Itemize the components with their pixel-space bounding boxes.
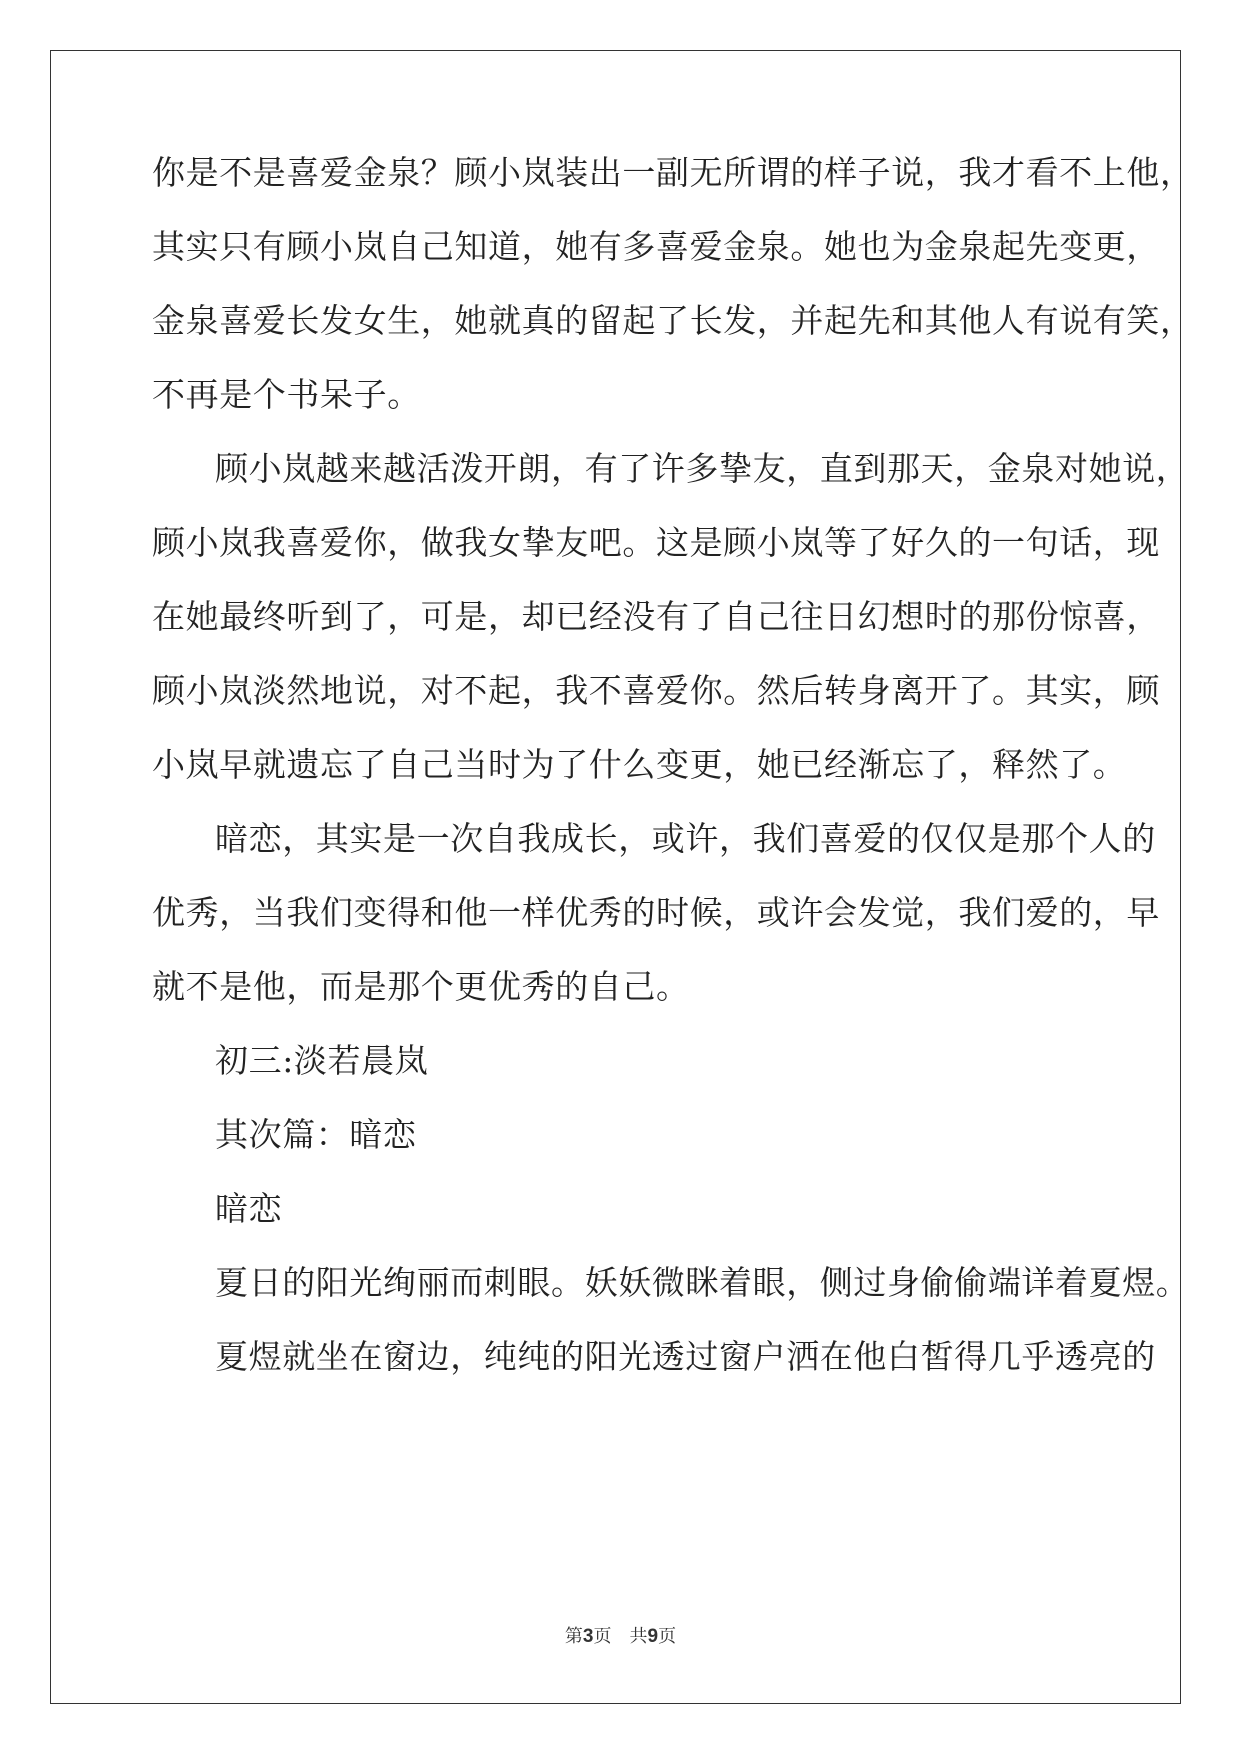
footer-prefix: 第 bbox=[564, 1626, 583, 1647]
current-page-number: 3 bbox=[582, 1626, 594, 1647]
text-line: 在她最终听到了，可是，却已经没有了自己往日幻想时的那份惊喜， bbox=[152, 597, 1160, 636]
text-line: 你是不是喜爱金泉？顾小岚装出一副无所谓的样子说，我才看不上他， bbox=[152, 153, 1194, 192]
text-line: 不再是个书呆子。 bbox=[152, 375, 421, 414]
text-line: 金泉喜爱长发女生，她就真的留起了长发，并起先和其他人有说有笑， bbox=[152, 301, 1194, 340]
footer-page-word: 页 bbox=[593, 1626, 612, 1647]
section-heading: 初三:淡若晨岚 bbox=[215, 1041, 429, 1080]
text-line: 暗恋，其实是一次自我成长，或许，我们喜爱的仅仅是那个人的 bbox=[215, 819, 1156, 858]
total-pages-number: 9 bbox=[647, 1626, 659, 1647]
text-line: 夏日的阳光绚丽而刺眼。妖妖微眯着眼，侧过身偷偷端详着夏煜。 bbox=[215, 1263, 1190, 1302]
footer-total-prefix: 共 bbox=[629, 1626, 648, 1647]
text-line: 顾小岚越来越活泼开朗，有了许多挚友，直到那天，金泉对她说， bbox=[215, 449, 1190, 488]
text-line: 其实只有顾小岚自己知道，她有多喜爱金泉。她也为金泉起先变更， bbox=[152, 227, 1160, 266]
page-footer bbox=[0, 1622, 1241, 1648]
section-heading: 其次篇：暗恋 bbox=[215, 1115, 417, 1154]
page-border bbox=[50, 50, 1181, 1704]
text-line: 夏煜就坐在窗边，纯纯的阳光透过窗户洒在他白皙得几乎透亮的 bbox=[215, 1337, 1156, 1376]
text-line: 小岚早就遗忘了自己当时为了什么变更，她已经渐忘了，释然了。 bbox=[152, 745, 1127, 784]
text-line: 优秀，当我们变得和他一样优秀的时候，或许会发觉，我们爱的，早 bbox=[152, 893, 1160, 932]
text-line: 顾小岚我喜爱你，做我女挚友吧。这是顾小岚等了好久的一句话，现 bbox=[152, 523, 1160, 562]
section-title: 暗恋 bbox=[215, 1189, 283, 1228]
text-line: 顾小岚淡然地说，对不起，我不喜爱你。然后转身离开了。其实，顾 bbox=[152, 671, 1160, 710]
text-line: 就不是他，而是那个更优秀的自己。 bbox=[152, 967, 690, 1006]
footer-total-suffix: 页 bbox=[658, 1626, 677, 1647]
